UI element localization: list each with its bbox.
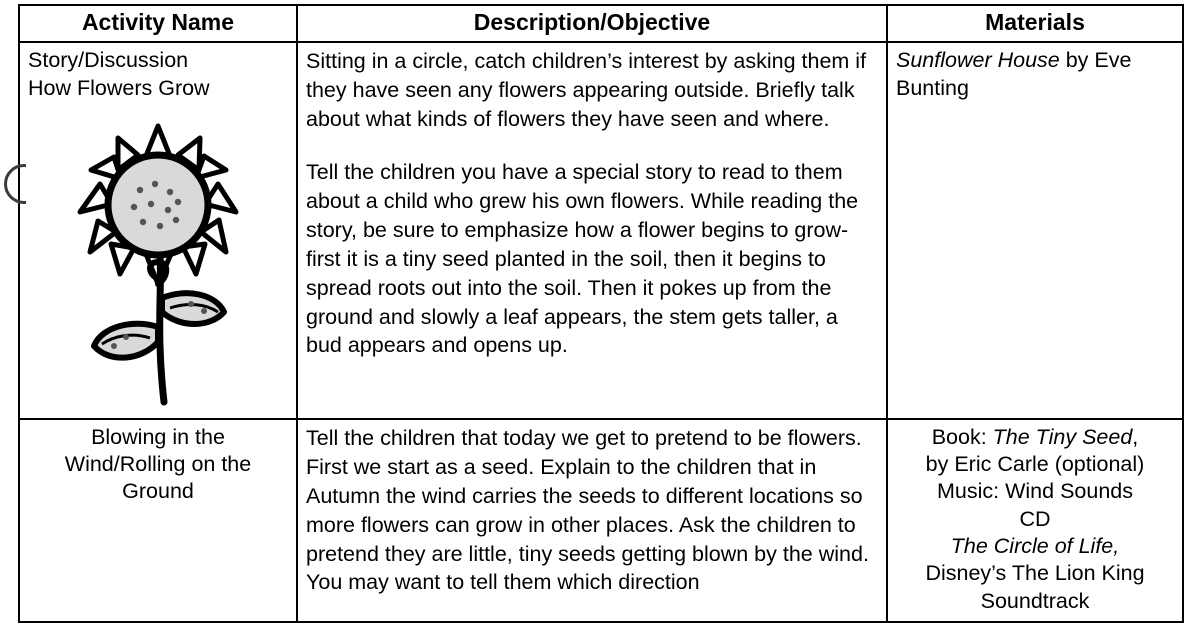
sunflower-illustration [58,112,268,412]
materials-book-author: by Eve Bunting [896,48,1132,100]
activity-table [18,4,1184,623]
materials-cell [887,42,1183,419]
column-header-materials: Materials [887,5,1183,42]
activity-name-line: Blowing in the [91,424,225,449]
activity-name-line: Ground [122,479,194,504]
activity-name-line: Story/Discussion [28,48,189,73]
materials-line-prefix: Book: [931,424,993,449]
description-paragraph: Tell the children you have a special story to read to them about a child who grew his own flowers. While reading the story, be sure to emphasize how a flower begins to grow- first it is a tiny seed planted in the soil, then it begins to spread roots out into the soil. Then it pokes up from the ground and slowly a leaf appears, the stem gets taller, a bud appears and opens up. [306,160,859,358]
activity-name-cell [19,419,297,622]
description-paragraph: Tell the children that today we get to pretend to be flowers. First we start as a seed. Explain to the children that in Autumn the wind carries the seeds to different locations so more flowers can grow in other places. Ask the children to pretend they are little, tiny seeds getting blown by the wind. You may want to tell them which direction [306,425,869,595]
table-row [19,42,1183,419]
materials-cell [887,419,1183,622]
materials-line: Disney’s The Lion King [925,561,1145,586]
column-header-description: Description/Objective [297,5,887,42]
materials-line-suffix: , [1132,424,1139,449]
table-header-row [19,5,1183,42]
description-paragraph: Sitting in a circle, catch children’s interest by asking them if they have seen any flowers appearing outside. Briefly talk about what kinds of flowers they have seen and where. [306,49,867,132]
materials-book-title: Sunflower House [896,48,1060,73]
materials-line: CD [1019,506,1051,531]
materials-line-italic: The Tiny Seed [992,424,1133,449]
column-header-activity-name: Activity Name [19,5,297,42]
materials-text [896,47,1174,102]
sunflower-illustration-wrap [28,112,288,412]
activity-name-cell [19,42,297,419]
document-page [0,4,1200,634]
materials-line [896,424,1174,451]
materials-line: Music: Wind Sounds [937,479,1133,504]
table-row [19,419,1183,622]
description-cell [297,419,887,622]
materials-line: The Circle of Life, [950,534,1120,559]
description-cell [297,42,887,419]
materials-line: by Eric Carle (optional) [925,452,1145,477]
materials-line: Soundtrack [980,588,1090,613]
activity-name-line: How Flowers Grow [28,75,210,100]
activity-name-line: Wind/Rolling on the [64,452,252,477]
